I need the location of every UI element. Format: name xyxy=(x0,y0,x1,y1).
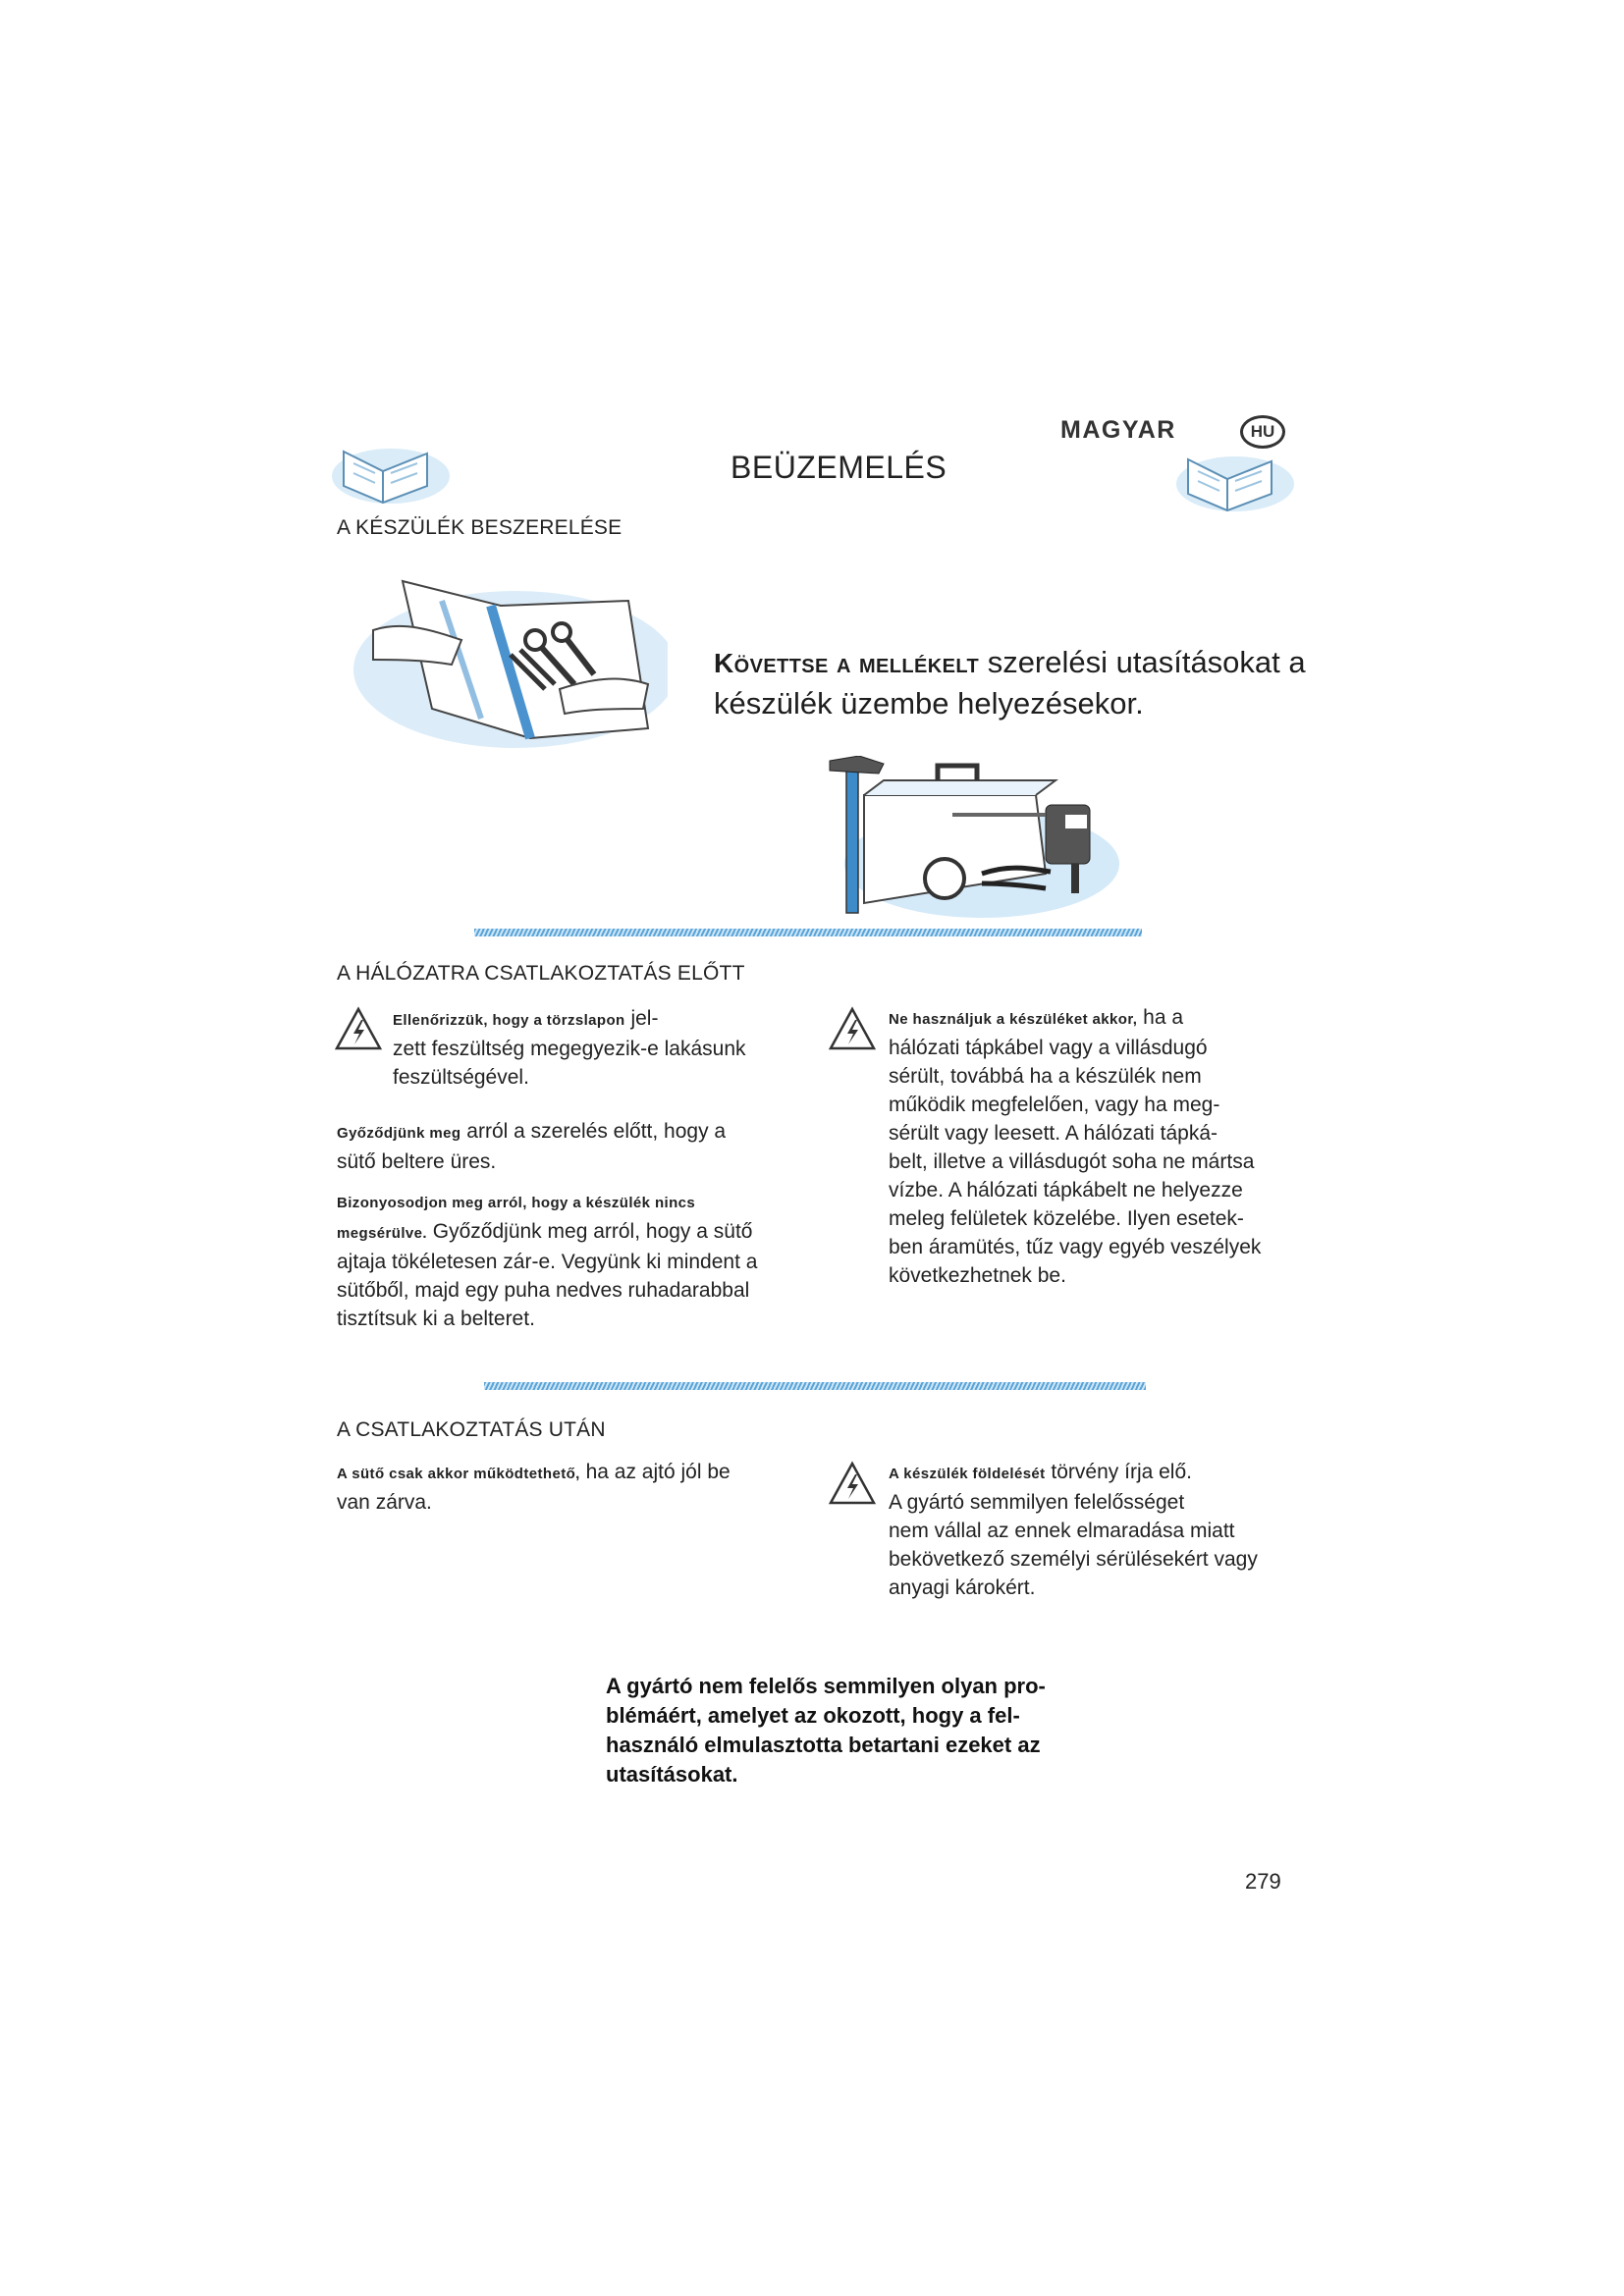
warning-damaged-cable-line: meleg felületek közelébe. Ilyen esetek- xyxy=(889,1207,1244,1230)
warning-voltage-caps: Ellenőrizzük, hogy a törzslapon xyxy=(393,1012,625,1029)
warning-damaged-cable-line: vízbe. A hálózati tápkábelt ne helyezze xyxy=(889,1179,1243,1201)
para-check-damage-line3: sütőből, majd egy puha nedves ruhadarabbal xyxy=(337,1279,750,1302)
warning-damaged-cable-line: működik megfelelően, vagy ha meg- xyxy=(889,1094,1220,1116)
para-door-closed-line2: van zárva. xyxy=(337,1491,432,1514)
divider-2 xyxy=(484,1382,1146,1390)
para-door-closed-line1: ha az ajtó jól be xyxy=(579,1461,731,1483)
warning-grounding-line: anyagi károkért. xyxy=(889,1576,1036,1599)
para-empty-oven-line2: sütő beltere üres. xyxy=(337,1150,497,1173)
language-label: MAGYAR xyxy=(1060,416,1176,444)
section-heading-before: A HÁLÓZATRA CSATLAKOZTATÁS ELŐTT xyxy=(337,962,745,985)
liability-note xyxy=(606,1672,1067,1789)
page-title: BEÜZEMELÉS xyxy=(731,450,947,485)
section-heading-install: A KÉSZÜLÉK BESZERELÉSE xyxy=(337,516,623,539)
warning-damaged-cable-line: sérült vagy leesett. A hálózati tápká- xyxy=(889,1122,1218,1145)
para-check-damage-line4: tisztítsuk ki a belteret. xyxy=(337,1308,535,1330)
liability-note-line: utasításokat. xyxy=(606,1762,738,1787)
para-empty-oven-caps: Győződjünk meg xyxy=(337,1125,461,1142)
page-number: 279 xyxy=(1245,1869,1281,1894)
install-lead-line1: szerelési utasításokat a xyxy=(979,645,1306,679)
para-check-damage xyxy=(337,1187,808,1333)
liability-note-line: használó elmulasztotta betartani ezeket az xyxy=(606,1733,1041,1757)
warning-damaged-cable-line: belt, illetve a villásdugót soha ne mártsa xyxy=(889,1150,1255,1173)
liability-note-line: A gyártó nem felelős semmilyen olyan pro- xyxy=(606,1674,1046,1698)
divider-1 xyxy=(474,929,1142,936)
warning-damaged-cable-caps: Ne használjuk a készüléket akkor, xyxy=(889,1011,1138,1028)
warning-voltage-line2: zett feszültség megegyezik-e lakásunk xyxy=(393,1038,746,1060)
install-lead-caps: Követtse a mellékelt xyxy=(714,648,980,678)
electric-warning-icon xyxy=(334,1006,383,1051)
para-check-damage-line1: Győződjünk meg arról, hogy a sütő xyxy=(426,1220,753,1243)
para-check-damage-line2: ajtaja tökéletesen zár-e. Vegyünk ki mindent a xyxy=(337,1251,758,1273)
language-badge: HU xyxy=(1240,415,1285,449)
warning-grounding-line: törvény írja elő. xyxy=(1045,1461,1192,1483)
install-lead-line2: készülék üzembe helyezésekor. xyxy=(714,686,1144,721)
manual-icon xyxy=(324,432,452,510)
warning-grounding-caps: A készülék földelését xyxy=(889,1466,1046,1482)
liability-note-line: blémáért, amelyet az okozott, hogy a fel- xyxy=(606,1703,1020,1728)
para-empty-oven xyxy=(337,1117,788,1176)
para-door-closed-caps: A sütő csak akkor működtethető, xyxy=(337,1466,580,1482)
para-door-closed xyxy=(337,1458,808,1517)
instructions-illustration xyxy=(334,561,668,758)
warning-voltage-line1: jel- xyxy=(624,1007,659,1030)
electric-warning-icon-2 xyxy=(828,1006,877,1051)
warning-damaged-cable-line: ha a xyxy=(1137,1006,1184,1029)
warning-grounding-line: nem vállal az ennek elmaradása miatt xyxy=(889,1520,1235,1542)
para-check-damage-caps2: megsérülve. xyxy=(337,1225,427,1242)
warning-grounding-line: A gyártó semmilyen felelősséget xyxy=(889,1491,1185,1514)
warning-voltage-line3: feszültségével. xyxy=(393,1066,529,1089)
toolbox-illustration xyxy=(825,756,1119,923)
manual-icon-right xyxy=(1168,440,1296,518)
warning-grounding xyxy=(889,1458,1311,1602)
section-heading-after: A CSATLAKOZTATÁS UTÁN xyxy=(337,1418,606,1441)
electric-warning-icon-3 xyxy=(828,1461,877,1506)
warning-damaged-cable-line: következhetnek be. xyxy=(889,1264,1066,1287)
para-check-damage-caps1: Bizonyosodjon meg arról, hogy a készülék nincs xyxy=(337,1195,696,1211)
warning-damaged-cable-line: sérült, továbbá ha a készülék nem xyxy=(889,1065,1202,1088)
warning-damaged-cable-line: ben áramütés, tűz vagy egyéb veszélyek xyxy=(889,1236,1262,1258)
warning-damaged-cable xyxy=(889,1003,1301,1290)
warning-damaged-cable-line: hálózati tápkábel vagy a villásdugó xyxy=(889,1037,1208,1059)
warning-grounding-line: bekövetkező személyi sérülésekért vagy xyxy=(889,1548,1258,1571)
install-lead-text xyxy=(714,642,1323,723)
warning-voltage xyxy=(393,1004,805,1092)
para-empty-oven-line1: arról a szerelés előtt, hogy a xyxy=(460,1120,727,1143)
